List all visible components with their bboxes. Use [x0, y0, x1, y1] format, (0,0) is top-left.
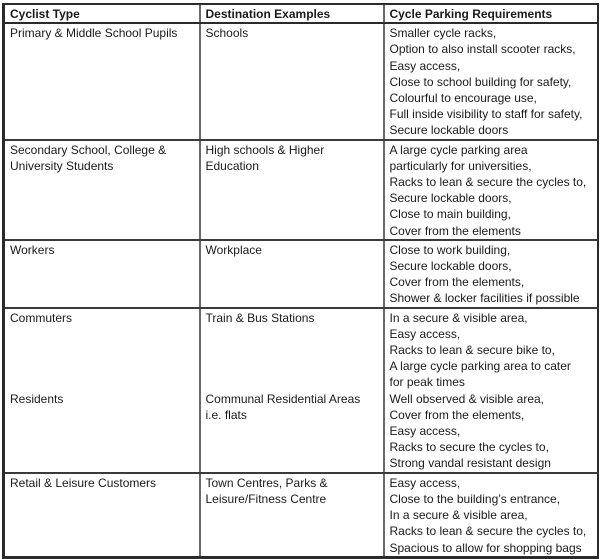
requirement-line: Racks to lean & secure the cycles to, — [389, 524, 587, 539]
table-row — [4, 240, 598, 308]
header-cyclist-type: Cyclist Type — [4, 4, 200, 23]
header-destination-examples: Destination Examples — [200, 4, 384, 23]
requirement-line: In a secure & visible area, — [389, 508, 528, 523]
spacer — [10, 358, 194, 390]
requirement-line: Strong vandal resistant design — [389, 456, 551, 471]
cell-requirements — [384, 240, 598, 308]
requirement-line: for peak times — [389, 375, 465, 390]
cell-line: Retail & Leisure Customers — [10, 475, 157, 490]
cell-line: Workers — [10, 242, 55, 257]
requirement-line: Well observed & visible area, — [389, 391, 545, 406]
cell-line: Train & Bus Stations — [205, 310, 315, 325]
spacer — [206, 358, 378, 390]
cell-line: Secondary School, College & — [10, 142, 167, 157]
table-row — [4, 140, 598, 240]
requirement-line: Easy access, — [389, 326, 461, 341]
requirement-line: Secure lockable doors, — [389, 259, 512, 274]
requirement-line: Secure lockable doors, — [389, 191, 512, 206]
cell-cyclist-type — [4, 308, 200, 473]
cell-destination — [200, 23, 384, 139]
requirement-line: In a secure & visible area, — [389, 310, 528, 325]
requirement-line: Cover from the elements, — [389, 407, 525, 422]
cell-line: Primary & Middle School Pupils — [10, 26, 178, 41]
header-parking-requirements: Cycle Parking Requirements — [384, 4, 598, 23]
requirement-line: Secure lockable doors — [389, 123, 509, 138]
cycle-parking-table — [2, 3, 599, 559]
requirement-line: Racks to lean & secure the cycles to, — [389, 175, 587, 190]
requirement-line: Close to main building, — [389, 207, 511, 222]
cell-line: i.e. flats — [205, 407, 247, 422]
requirement-line: A large cycle parking area — [389, 142, 528, 157]
requirement-line: Close to the building’s entrance, — [389, 491, 561, 506]
cell-line: Workplace — [205, 242, 262, 257]
table-row — [4, 473, 598, 558]
cell-line: Education — [205, 158, 259, 173]
requirement-line: Spacious to allow for shopping bags — [389, 540, 582, 555]
cell-line: Commuters — [10, 310, 73, 325]
cell-requirements — [384, 23, 598, 139]
cell-destination — [200, 240, 384, 308]
cell-requirements — [384, 308, 598, 473]
header-row — [4, 4, 598, 23]
requirement-line: Option to also install scooter racks, — [389, 42, 576, 57]
requirement-line: Easy access, — [389, 475, 461, 490]
cell-cyclist-type — [4, 23, 200, 139]
cell-line: High schools & Higher — [205, 142, 325, 157]
cell-line: Leisure/Fitness Centre — [205, 491, 327, 506]
cell-cyclist-type — [4, 140, 200, 240]
requirement-line: Cover from the elements, — [389, 275, 525, 290]
requirement-line: Racks to secure the cycles to, — [389, 440, 549, 455]
requirement-line: Easy access, — [389, 58, 461, 73]
cell-cyclist-type — [4, 240, 200, 308]
table-row — [4, 308, 598, 473]
requirement-line: Cover from the elements — [389, 223, 521, 238]
requirement-line: Colourful to encourage use, — [389, 91, 537, 106]
cell-line: Town Centres, Parks & — [205, 475, 328, 490]
spacer — [10, 326, 194, 358]
cell-line: University Students — [10, 158, 114, 173]
cell-requirements — [384, 473, 598, 558]
requirement-line: A large cycle parking area to cater — [389, 359, 571, 374]
cell-line: Residents — [10, 391, 64, 406]
table-row — [4, 23, 598, 139]
cell-cyclist-type — [4, 473, 200, 558]
requirement-line: Racks to lean & secure bike to, — [389, 343, 555, 358]
requirement-line: Easy access, — [389, 424, 461, 439]
requirement-line: Smaller cycle racks, — [389, 26, 497, 41]
cell-destination — [200, 140, 384, 240]
requirement-line: Full inside visibility to staff for safety, — [389, 107, 583, 122]
cell-line: Communal Residential Areas — [205, 391, 361, 406]
spacer — [206, 326, 378, 358]
cell-line: Schools — [205, 26, 249, 41]
requirement-line: Close to work building, — [389, 242, 511, 257]
cell-destination — [200, 308, 384, 473]
requirement-line: Shower & locker facilities if possible — [389, 291, 580, 306]
cell-requirements — [384, 140, 598, 240]
requirement-line: particularly for universities, — [389, 158, 532, 173]
requirement-line: Close to school building for safety, — [389, 74, 572, 89]
cell-destination — [200, 473, 384, 558]
